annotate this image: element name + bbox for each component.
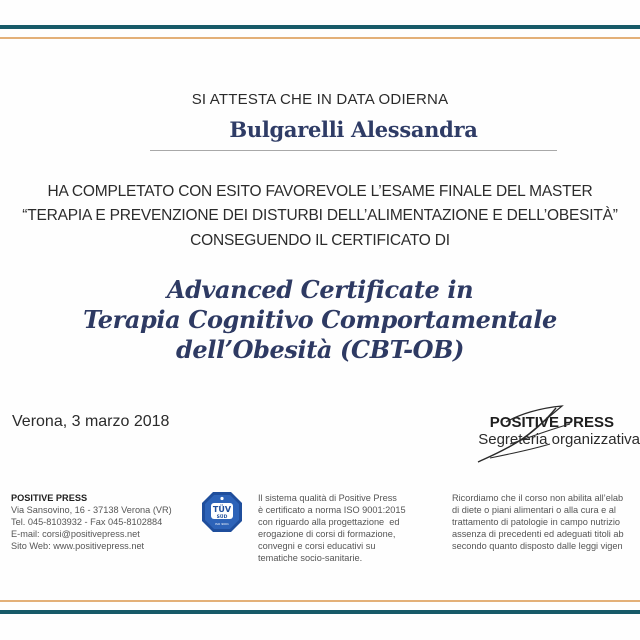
tuv-sud-certification-icon [201, 491, 243, 533]
quality-line: erogazione di corsi di formazione, [258, 529, 396, 539]
recipient-name: Bulgarelli Alessandra [229, 117, 478, 142]
contact-phone-fax: Tel. 045-8103932 - Fax 045-8102884 [11, 517, 163, 527]
disclaimer-line: trattamento di patologie in campo nutrizio [452, 517, 621, 527]
quality-line: è certificato a norma ISO 9001:2015 [258, 505, 406, 515]
bottom-teal-rule [0, 610, 640, 614]
svg-text:ISO 9001: ISO 9001 [215, 522, 229, 526]
signature-role: Segreteria organizzativa [478, 431, 640, 448]
top-teal-rule [0, 25, 640, 29]
contact-website: Sito Web: www.positivepress.net [11, 541, 145, 551]
bottom-orange-rule [0, 600, 640, 602]
completed-line-1: HA COMPLETATO CON ESITO FAVOREVOLE L’ESAME FINALE DEL MASTER [47, 183, 593, 200]
disclaimer-line: Ricordiamo che il corso non abilita all’elab [452, 493, 624, 503]
certificate-title-line-2: Terapia Cognitivo Comportamentale [83, 305, 557, 334]
completed-line-2: “TERAPIA E PREVENZIONE DEI DISTURBI DELL’ALIMENTAZIONE E DELL’OBESITÀ” [22, 207, 618, 224]
certificate-title [0, 275, 640, 365]
attest-line: SI ATTESTA CHE IN DATA ODIERNA [191, 91, 449, 108]
certificate-title-line-1: Advanced Certificate in [166, 275, 474, 304]
svg-text:TÜV: TÜV [212, 505, 232, 514]
contact-email: E-mail: corsi@positivepress.net [11, 529, 140, 539]
place-date: Verona, 3 marzo 2018 [12, 413, 170, 430]
conseguendo-line: CONSEGUENDO IL CERTIFICATO DI [190, 232, 450, 249]
disclaimer-line: assenza di precedenti ed adeguati titoli ab [452, 529, 624, 539]
contact-organization: POSITIVE PRESS [11, 493, 88, 503]
contact-address: Via Sansovino, 16 - 37138 Verona (VR) [11, 505, 172, 515]
completed-statement [0, 180, 640, 228]
quality-statement [258, 492, 433, 564]
handwritten-signature-icon [470, 400, 580, 470]
quality-line: tematiche socio-sanitarie. [258, 553, 363, 563]
disclaimer [452, 492, 640, 552]
quality-line: convegni e corsi educativi su [258, 541, 376, 551]
svg-text:SÜD: SÜD [216, 515, 228, 520]
signature-organization: POSITIVE PRESS [489, 414, 614, 431]
name-underline [150, 150, 557, 151]
quality-line: con riguardo alla progettazione ed [258, 517, 400, 527]
disclaimer-line: di diete o piani alimentari o alla cura e al [452, 505, 616, 515]
certificate-title-line-3: dell’Obesità (CBT-OB) [176, 335, 464, 364]
disclaimer-line: secondo quanto disposto dalle leggi vigen [452, 541, 623, 551]
quality-line: Il sistema qualità di Positive Press [258, 493, 397, 503]
top-orange-rule [0, 37, 640, 39]
contact-info [11, 492, 196, 552]
